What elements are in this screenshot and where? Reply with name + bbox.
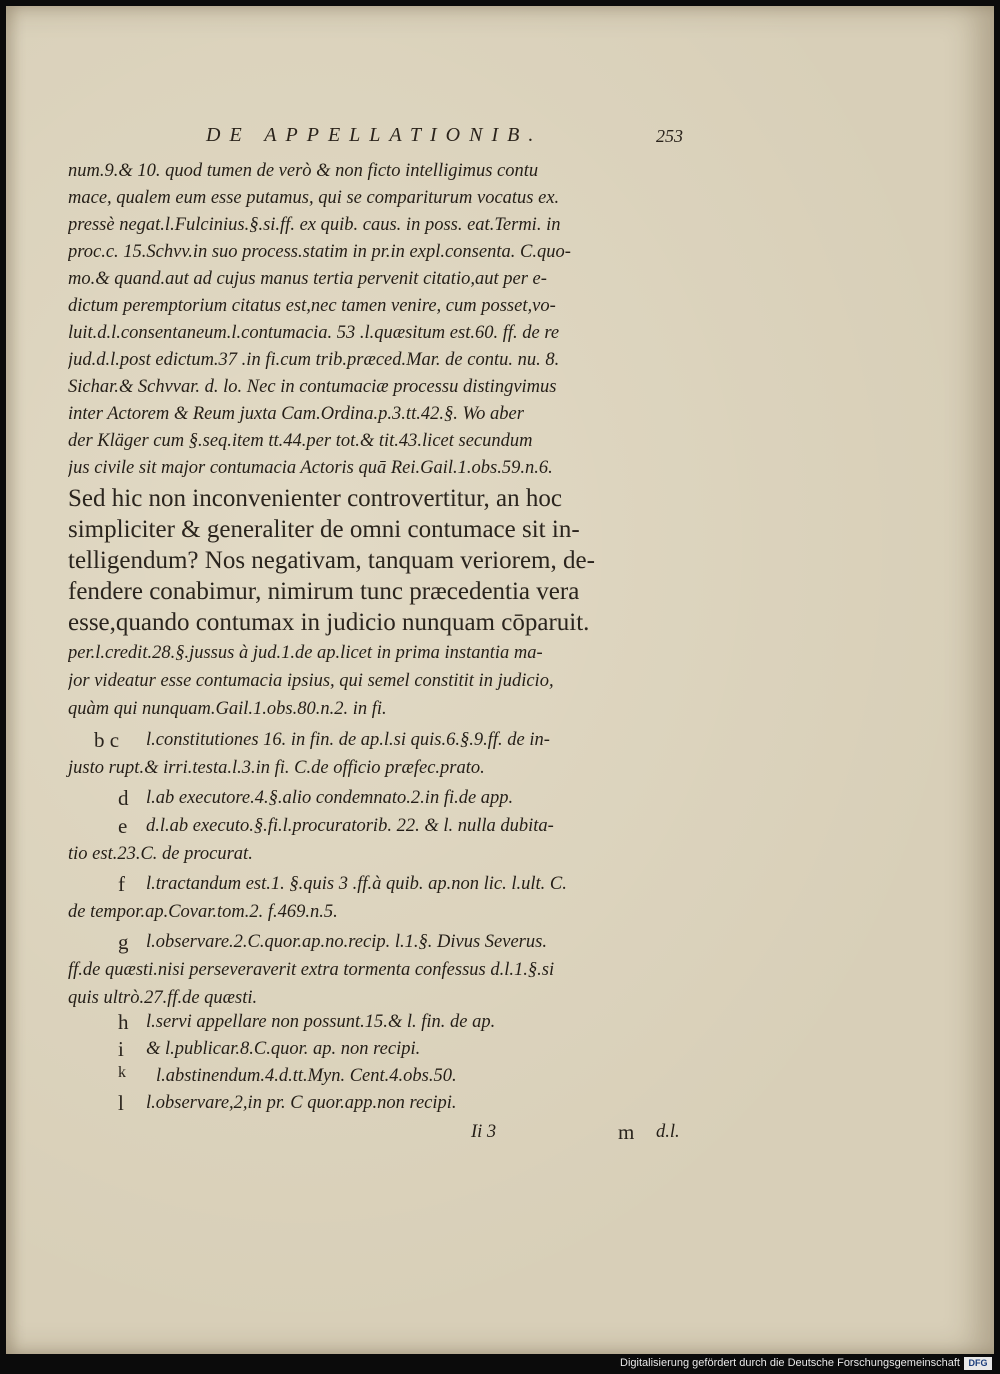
note-line: quis ultrò.27.ff.de quæsti. [68, 988, 258, 1008]
footnote-line: num.9.& 10. quod tumen de verò & non ficto intelligimus contu [68, 161, 539, 181]
signature-mark: Ii 3 [471, 1122, 497, 1142]
note-mark: k [118, 1064, 126, 1081]
book-page [6, 6, 994, 1354]
note-line: ff.de quæsti.nisi perseveraverit extra tormenta confessus d.l.1.§.si [68, 960, 555, 980]
note-mark: h [118, 1010, 129, 1034]
catchword-mark: m [618, 1120, 635, 1144]
note-line: l.ab executore.4.§.alio condemnato.2.in fi.de app. [146, 788, 514, 808]
footnote-line: jus civile sit major contumacia Actoris quā Rei.Gail.1.obs.59.n.6. [68, 458, 553, 478]
note-line: & l.publicar.8.C.quor. ap. non recipi. [146, 1039, 421, 1059]
main-text-line: Sed hic non inconvenienter controvertitur, an hoc [68, 485, 562, 512]
note-mark: b c [94, 728, 120, 752]
note-mark: f [118, 872, 125, 896]
footnote-line: jor videatur esse contumacia ipsius, qui semel constitit in judicio, [68, 671, 554, 691]
note-line: l.observare.2.C.quor.ap.no.recip. l.1.§. Divus Severus. [146, 932, 547, 952]
footnote-line: mace, qualem eum esse putamus, qui se compariturum vocatus ex. [68, 188, 560, 208]
note-line: d.l.ab executo.§.fi.l.procuratorib. 22. & l. nulla dubita- [146, 816, 554, 836]
note-mark: d [118, 786, 129, 810]
main-text-line: fendere conabimur, nimirum tunc præcedentia vera [68, 578, 580, 605]
note-line: tio est.23.C. de procurat. [68, 844, 253, 864]
footnote-line: inter Actorem & Reum juxta Cam.Ordina.p.3.tt.42.§. Wo aber [68, 404, 524, 424]
note-line: l.tractandum est.1. §.quis 3 .ff.à quib. ap.non lic. l.ult. C. [146, 874, 567, 894]
footnote-line: jud.d.l.post edictum.37 .in fi.cum trib.præced.Mar. de contu. nu. 8. [68, 350, 560, 370]
note-line: de tempor.ap.Covar.tom.2. f.469.n.5. [68, 902, 338, 922]
running-title: DE APPELLATIONIB. [206, 124, 543, 146]
note-line: l.servi appellare non possunt.15.& l. fin. de ap. [146, 1012, 496, 1032]
footnote-line: pressè negat.l.Fulcinius.§.si.ff. ex quib. caus. in poss. eat.Termi. in [68, 215, 561, 235]
footnote-line: dictum peremptorium citatus est,nec tamen venire, cum posset,vo- [68, 296, 556, 316]
footnote-line: proc.c. 15.Schvv.in suo process.statim in pr.in expl.consenta. C.quo- [68, 242, 571, 262]
footnote-line: luit.d.l.consentaneum.l.contumacia. 53 .l.quæsitum est.60. ff. de re [68, 323, 560, 343]
note-mark: g [118, 930, 129, 954]
note-line: l.constitutiones 16. in fin. de ap.l.si quis.6.§.9.ff. de in- [146, 730, 550, 750]
footnote-line: quàm qui nunquam.Gail.1.obs.80.n.2. in fi. [68, 699, 387, 719]
note-line: l.abstinendum.4.d.tt.Myn. Cent.4.obs.50. [156, 1066, 457, 1086]
note-line: l.observare,2,in pr. C quor.app.non recipi. [146, 1093, 457, 1113]
main-text-line: esse,quando contumax in judicio nunquam cōparuit. [68, 609, 590, 636]
note-line: justo rupt.& irri.testa.l.3.in fi. C.de officio præfec.prato. [68, 758, 485, 778]
funding-notice: Digitalisierung gefördert durch die Deutsche Forschungsgemeinschaft [620, 1357, 960, 1369]
note-mark: i [118, 1037, 124, 1061]
main-text-line: telligendum? Nos negativam, tanquam veriorem, de- [68, 547, 595, 574]
page-number: 253 [656, 126, 683, 146]
note-mark: e [118, 814, 128, 838]
note-mark: l [118, 1091, 124, 1115]
footnote-line: mo.& quand.aut ad cujus manus tertia pervenit citatio,aut per e- [68, 269, 547, 289]
dfg-logo: DFG [964, 1357, 992, 1370]
footnote-line: der Kläger cum §.seq.item tt.44.per tot.& tit.43.licet secundum [68, 431, 533, 451]
footnote-line: Sichar.& Schvvar. d. lo. Nec in contumaciæ processu distingvimus [68, 377, 557, 397]
catchword: d.l. [656, 1122, 680, 1142]
footnote-line: per.l.credit.28.§.jussus à jud.1.de ap.licet in prima instantia ma- [68, 643, 543, 663]
main-text-line: simpliciter & generaliter de omni contumace sit in- [68, 516, 580, 543]
